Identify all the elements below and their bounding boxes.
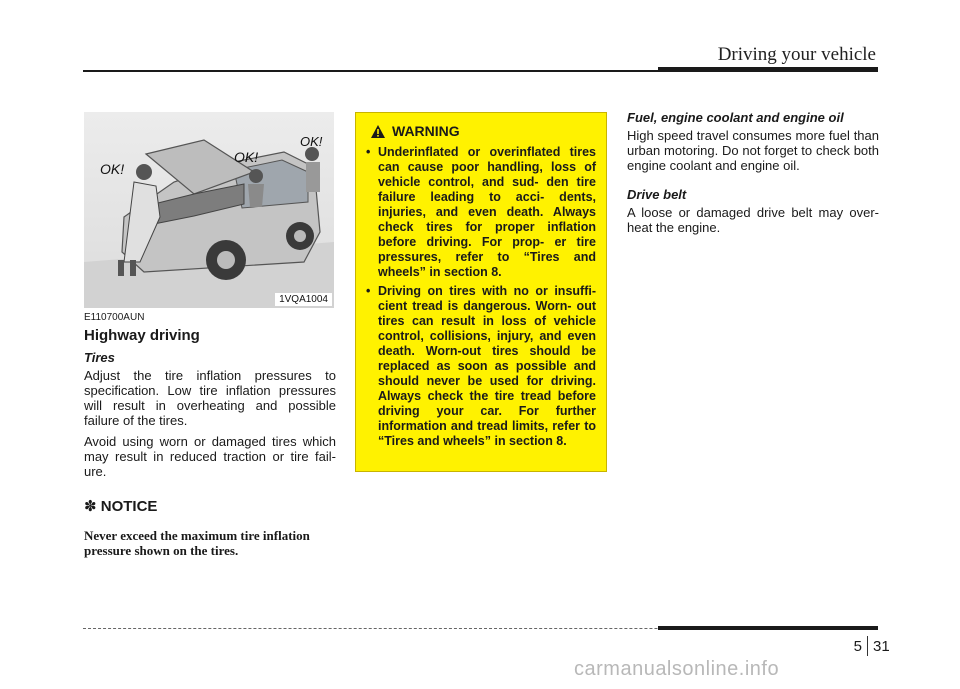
ok-label-left: OK!	[100, 161, 125, 177]
paragraph: A loose or damaged drive belt may over- heat the engine.	[627, 205, 879, 235]
notice-title: ✽ NOTICE	[84, 498, 158, 515]
paragraph: Adjust the tire inflation pressures to specification. Low tire inflation pressures will result in overheating and possible failure of the tires.	[84, 368, 336, 428]
page-number: 31	[873, 638, 890, 655]
car-hood-check-illustration	[84, 112, 334, 308]
illustration	[84, 112, 334, 308]
ok-label-center: OK!	[234, 149, 259, 165]
notice-text: Never exceed the maximum tire inflation pressure shown on the tires.	[84, 528, 310, 558]
warning-item: • Driving on tires with no or insuffi- cient tread is dangerous. Worn- out tires can result in loss of vehicle control, collisions, injury, and even death. Worn-out tires should be replaced as soon as possible and should never be used for driving. Always check the tire tread before driving your car. For further information and tread limits, refer to “Tires and wheels” in section 8.	[366, 284, 596, 449]
subsection-title: Tires	[84, 350, 115, 365]
section-title: Highway driving	[84, 327, 200, 344]
footer-rule-accent	[658, 626, 878, 630]
figure-code: 1VQA1004	[275, 293, 332, 306]
warning-title: WARNING	[392, 123, 460, 139]
warning-header	[370, 123, 596, 139]
subsection-title: Fuel, engine coolant and engine oil	[627, 110, 844, 125]
section-code: E110700AUN	[84, 312, 145, 323]
warning-triangle-icon	[370, 124, 386, 139]
ok-label-right: OK!	[300, 134, 323, 149]
right-column	[627, 110, 879, 241]
warning-list	[366, 145, 596, 449]
header-rule-accent	[658, 67, 878, 72]
left-column	[84, 312, 336, 571]
warning-item: • Underinflated or overinflated tires can cause poor handling, loss of vehicle control, and sud- den tire failure leading to acci- dents, injuries, and even death. Always check tires for proper inflation before driving. For prop- er tire pressures, refer to “Tires and wheels” in section 8.	[366, 145, 596, 280]
watermark: carmanualsonline.info	[574, 658, 780, 680]
paragraph: Avoid using worn or damaged tires which may result in reduced traction or tire fail- ure.	[84, 434, 336, 479]
warning-box	[355, 112, 607, 472]
header-title: Driving your vehicle	[717, 44, 876, 65]
paragraph: High speed travel consumes more fuel than urban motoring. Do not forget to check both engine coolant and engine oil.	[627, 128, 879, 173]
subsection-title: Drive belt	[627, 187, 687, 202]
page-chapter: 5	[853, 638, 862, 655]
page-divider	[867, 636, 868, 656]
